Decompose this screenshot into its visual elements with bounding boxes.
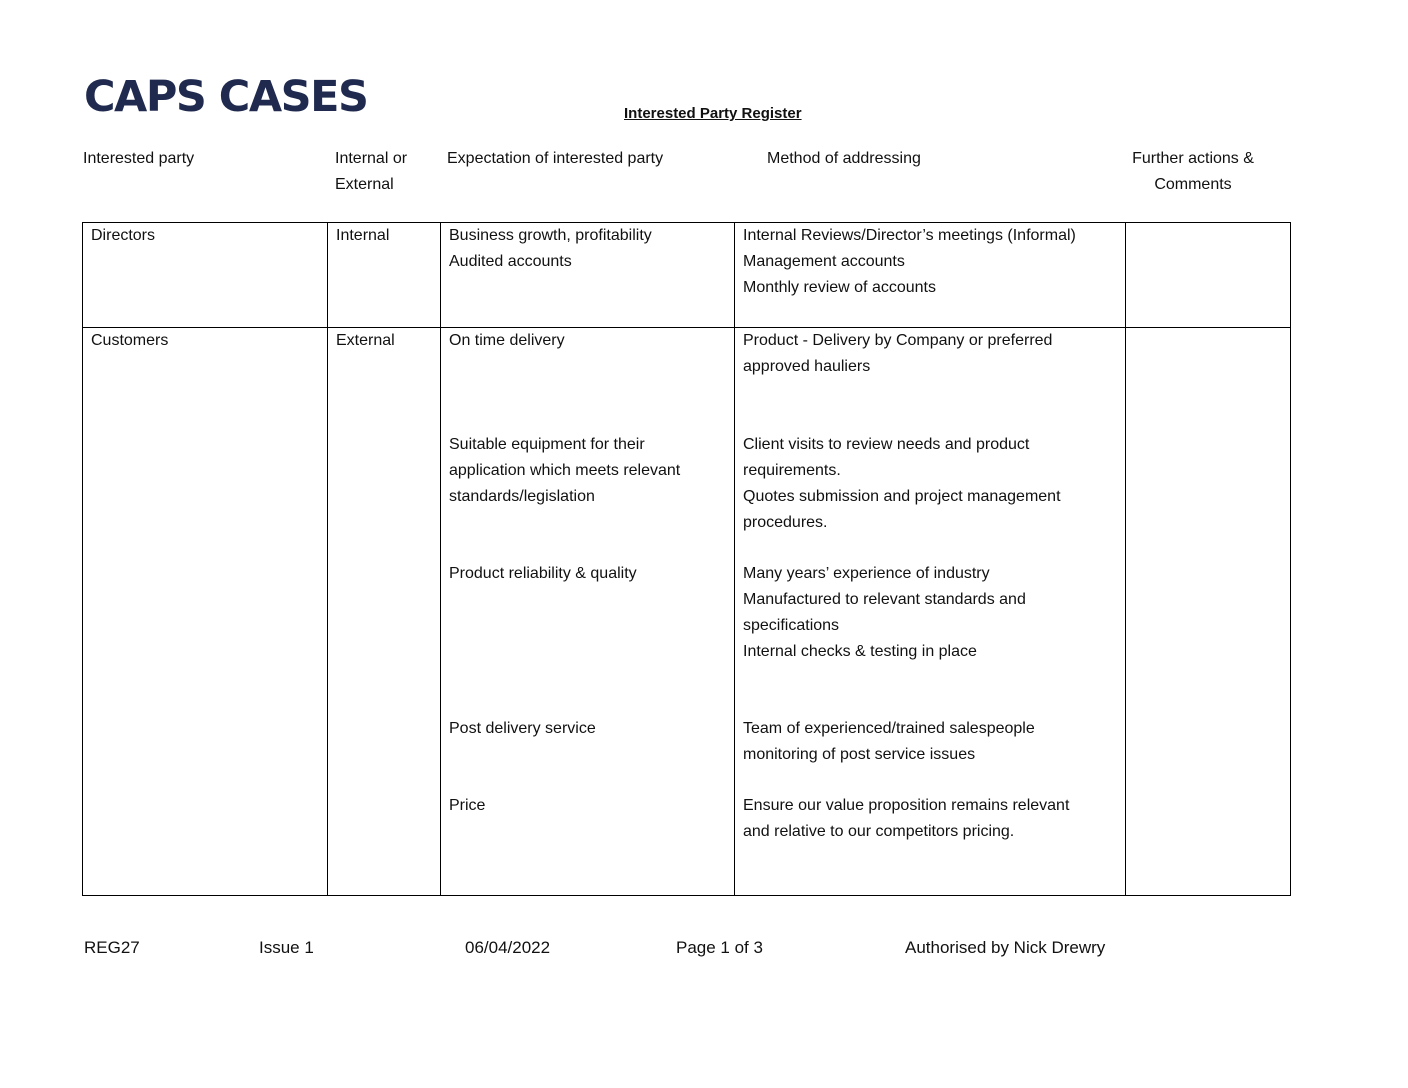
expectation-cell xyxy=(441,223,735,328)
footer-page-number: Page 1 of 3 xyxy=(676,938,763,957)
document-title: Interested Party Register xyxy=(624,105,802,122)
expectation-item: On time delivery xyxy=(449,332,565,349)
table-row xyxy=(83,328,1291,896)
company-logo: CAPS CASES xyxy=(84,72,368,122)
method-item: Internal Reviews/Director’s meetings (Informal) Management accounts Monthly review of accounts xyxy=(743,227,1076,296)
header-method: Method of addressing xyxy=(767,150,921,167)
method-cell xyxy=(735,328,1126,896)
header-further-actions: Further actions & Comments xyxy=(1132,150,1254,193)
method-item: Team of experienced/trained salespeople monitoring of post service issues xyxy=(743,720,1035,763)
header-internal-external: Internal or External xyxy=(335,150,408,193)
type-cell: External xyxy=(328,328,441,896)
expectation-cell xyxy=(441,328,735,896)
method-item: Many years’ experience of industry Manufactured to relevant standards and specifications Internal checks & testing in place xyxy=(743,565,1026,660)
party-cell: Directors xyxy=(83,223,328,328)
table-row xyxy=(83,223,1291,328)
expectation-item: Product reliability & quality xyxy=(449,565,637,582)
expectation-item: Price xyxy=(449,797,486,814)
party-cell: Customers xyxy=(83,328,328,896)
expectation-item: Post delivery service xyxy=(449,720,596,737)
header-expectation: Expectation of interested party xyxy=(447,150,664,167)
footer-document-code: REG27 xyxy=(84,938,140,957)
method-item: Product - Delivery by Company or preferred approved hauliers xyxy=(743,332,1053,375)
register-table xyxy=(82,222,1291,896)
expectation-item: Business growth, profitability Audited accounts xyxy=(449,227,652,270)
comments-cell xyxy=(1126,223,1291,328)
footer-issue: Issue 1 xyxy=(259,938,314,957)
expectation-item: Suitable equipment for their application which meets relevant standards/legislation xyxy=(449,436,681,505)
header-interested-party: Interested party xyxy=(83,150,195,167)
method-item: Client visits to review needs and product requirements. Quotes submission and project management procedures. xyxy=(743,436,1061,531)
footer-date: 06/04/2022 xyxy=(465,938,551,957)
comments-cell xyxy=(1126,328,1291,896)
method-item: Ensure our value proposition remains relevant and relative to our competitors pricing. xyxy=(743,797,1070,840)
method-cell xyxy=(735,223,1126,328)
footer-authorised-by: Authorised by Nick Drewry xyxy=(905,938,1106,957)
type-cell: Internal xyxy=(328,223,441,328)
